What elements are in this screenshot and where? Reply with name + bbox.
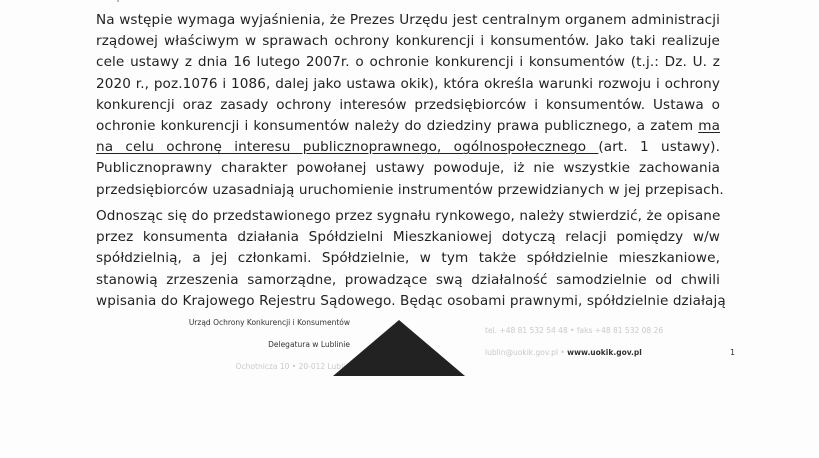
footer-office-name: Urząd Ochrony Konkurencji i Konsumentów [188, 318, 350, 327]
text-line: Na wstępie wymaga wyjaśnienia, że Prezes Urzędu jest centralnym organem administracji [96, 12, 720, 28]
footer-branch-name: Delegatura w Lublinie [268, 340, 350, 349]
text-line: przez konsumenta działania Spółdzielni Mieszkaniowej dotyczą relacji pomiędzy w/w [96, 229, 720, 246]
footer-website-link[interactable]: www.uokik.gov.pl [567, 348, 642, 357]
underlined-text: ma [698, 118, 721, 135]
text-line-with-underline [96, 116, 720, 137]
footer-phone-fax: tel. +48 81 532 54 48 • faks +48 81 532 08 26 [485, 326, 664, 335]
text-line: 2020 r., poz.1076 i 1086, dalej jako ustawa okik), która określa warunki rozwoju i ochrony [96, 75, 720, 92]
text-line-with-underline [96, 137, 720, 158]
text-line: Odnosząc się do przedstawionego przez sygnału rynkowego, należy stwierdzić, że opisane [96, 208, 721, 224]
text-line: stanowią zrzeszenia samorządne, prowadzące swą działalność samodzielnie od chwili [96, 271, 720, 288]
footer-contact [485, 348, 642, 357]
uokik-logo-triangle-icon [333, 320, 465, 376]
text-line: konkurencji oraz zasady ochrony interesów przedsiębiorców i konsumentów. Ustawa o [96, 96, 720, 113]
underlined-text: na celu ochronę interesu publicznoprawnego, ogólnospołecznego [96, 139, 599, 156]
text-line: przedsiębiorców uzasadniają uruchomienie instrumentów przewidzianych w jej przepisach. [96, 181, 724, 198]
text-segment: (art. 1 ustawy). [598, 139, 720, 156]
text-line: Publicznoprawny charakter powołanej ustawy powoduje, iż nie wszystkie zachowania [96, 160, 720, 177]
paragraph-1 [96, 10, 724, 201]
page-number: 1 [730, 348, 736, 357]
footer-email: lublin@uokik.gov.pl • [485, 348, 568, 357]
text-line: cele ustawy z dnia 16 lutego 2007r. o ochronie konkurencji i konsumentów (t.j.: Dz. U. z [96, 54, 720, 71]
text-segment: ochronie konkurencji i konsumentów należy do dziedziny prawa publicznego, a zatem [96, 118, 694, 135]
scan-speck [117, 0, 119, 2]
footer-address: Ochotnicza 10 • 20-012 Lublin [235, 362, 350, 371]
text-line: spółdzielnią, a jej członkami. Spółdzielnie, w tym także spółdzielnie mieszkaniowe, [96, 250, 720, 267]
text-line: wpisania do Krajowego Rejestru Sądowego. Będąc osobami prawnymi, spółdzielnie działają [96, 292, 726, 309]
text-line: rządowej właściwym w sprawach ochrony konkurencji i konsumentów. Jako taki realizuje [96, 33, 720, 50]
paragraph-2 [96, 206, 726, 312]
